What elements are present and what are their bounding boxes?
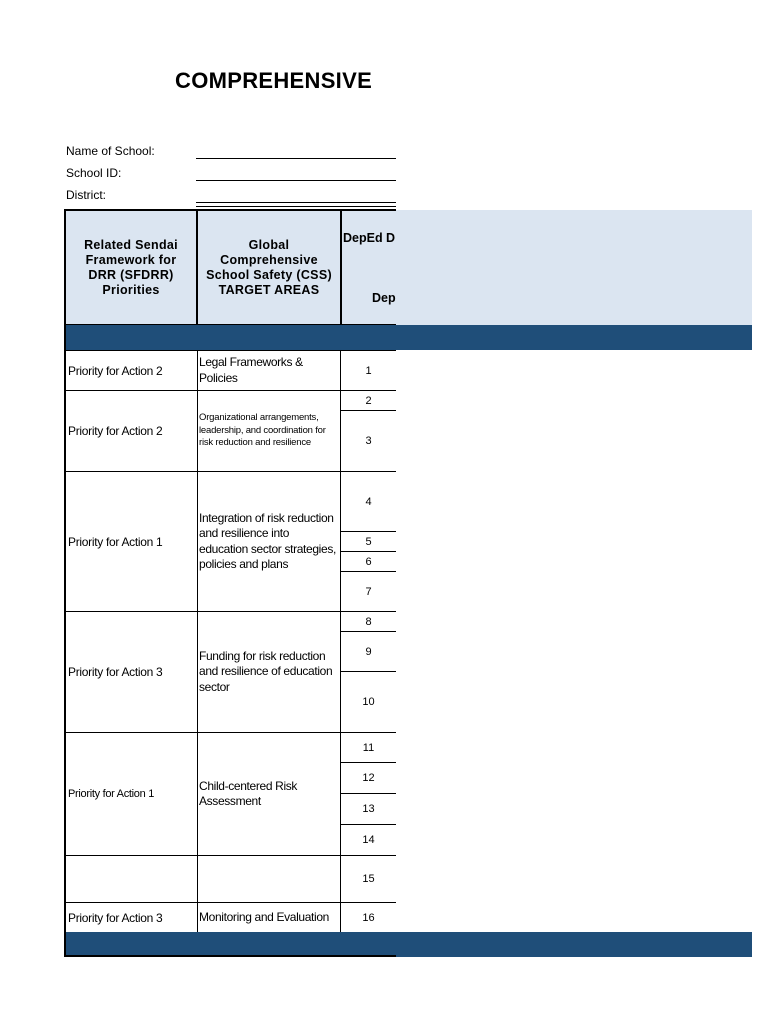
priority-cell [64,611,198,733]
item-number: 1 [365,364,372,377]
header-deped-top: DepEd D [343,231,396,245]
district-line-extra [196,206,396,207]
school-name-label: Name of School: [66,144,155,158]
item-number: 16 [362,911,375,924]
school-id-label: School ID: [66,166,122,180]
target-area-cell [197,390,341,472]
item-number-cell [340,902,396,933]
item-number: 9 [365,645,372,658]
item-number: 13 [362,803,375,815]
item-number-cell [340,410,396,472]
target-area-text: Funding for risk reduction and resilience of education sector [199,648,333,694]
header-css-text: Global Comprehensive School Safety (CSS) TARGET AREAS [206,237,332,297]
footer-band [64,932,752,957]
item-number: 11 [362,741,375,754]
district-label: District: [66,188,106,202]
item-number-cell [340,611,396,632]
target-area-cell [197,732,341,856]
target-area-text: Organizational arrangements, leadership, and coordination for risk reduction and resilience [199,412,326,449]
item-number-cell [340,824,396,856]
priority-cell [64,855,198,903]
item-number: 5 [365,535,372,548]
target-area-cell [197,350,341,391]
item-number: 12 [362,772,375,784]
school-name-line[interactable] [196,158,396,159]
item-number: 8 [365,615,372,628]
item-number-cell [340,350,396,391]
document-title: COMPREHENSIVE [175,68,373,93]
header-band [64,325,752,350]
item-number-cell [340,571,396,612]
footer-left-border [64,932,66,957]
item-number-cell [340,793,396,825]
priority-text: Priority for Action 3 [68,665,163,679]
header-sfdrr-text: Related Sendai Framework for DRR (SFDRR) Priorities [84,237,178,297]
school-id-line[interactable] [196,180,396,181]
item-number: 10 [362,696,375,708]
priority-cell [64,902,198,933]
item-number: 14 [362,834,375,846]
priority-cell [64,390,198,472]
item-number: 6 [365,555,372,568]
header-deped-bottom: Dep [372,291,396,305]
item-number: 15 [362,873,375,885]
item-number-cell [340,471,396,532]
priority-text: Priority for Action 1 [68,788,155,800]
item-number-cell [340,671,396,733]
priority-cell [64,471,198,612]
target-area-text: Child-centered Risk Assessment [199,778,298,808]
item-number: 4 [365,495,372,508]
priority-text: Priority for Action 2 [68,363,163,378]
item-number-cell [340,551,396,572]
target-area-text: Legal Frameworks & Policies [199,355,303,385]
district-line[interactable] [196,202,396,203]
target-area-cell [197,855,341,903]
item-number-cell [340,631,396,672]
priority-cell [64,350,198,391]
priority-text: Priority for Action 3 [68,910,163,925]
target-area-cell [197,902,341,933]
target-area-text: Monitoring and Evaluation [199,909,330,924]
priority-text: Priority for Action 1 [68,534,163,549]
item-number-cell [340,855,396,903]
priority-text: Priority for Action 2 [68,424,163,438]
item-number: 2 [365,394,372,407]
item-number-cell [340,390,396,411]
target-area-cell [197,611,341,733]
header-band-left-border [64,325,66,350]
item-number-cell [340,732,396,763]
header-sfdrr [64,209,198,326]
header-css [196,209,342,326]
item-number-cell [340,762,396,794]
priority-cell [64,732,198,856]
target-area-text: Integration of risk reduction and resilience into education sector strategies, policies and plans [199,510,336,571]
footer-bottom-border [64,955,396,957]
item-number: 3 [365,435,372,447]
target-area-cell [197,471,341,612]
item-number-cell [340,531,396,552]
header-deped [340,209,396,326]
item-number: 7 [365,585,372,598]
